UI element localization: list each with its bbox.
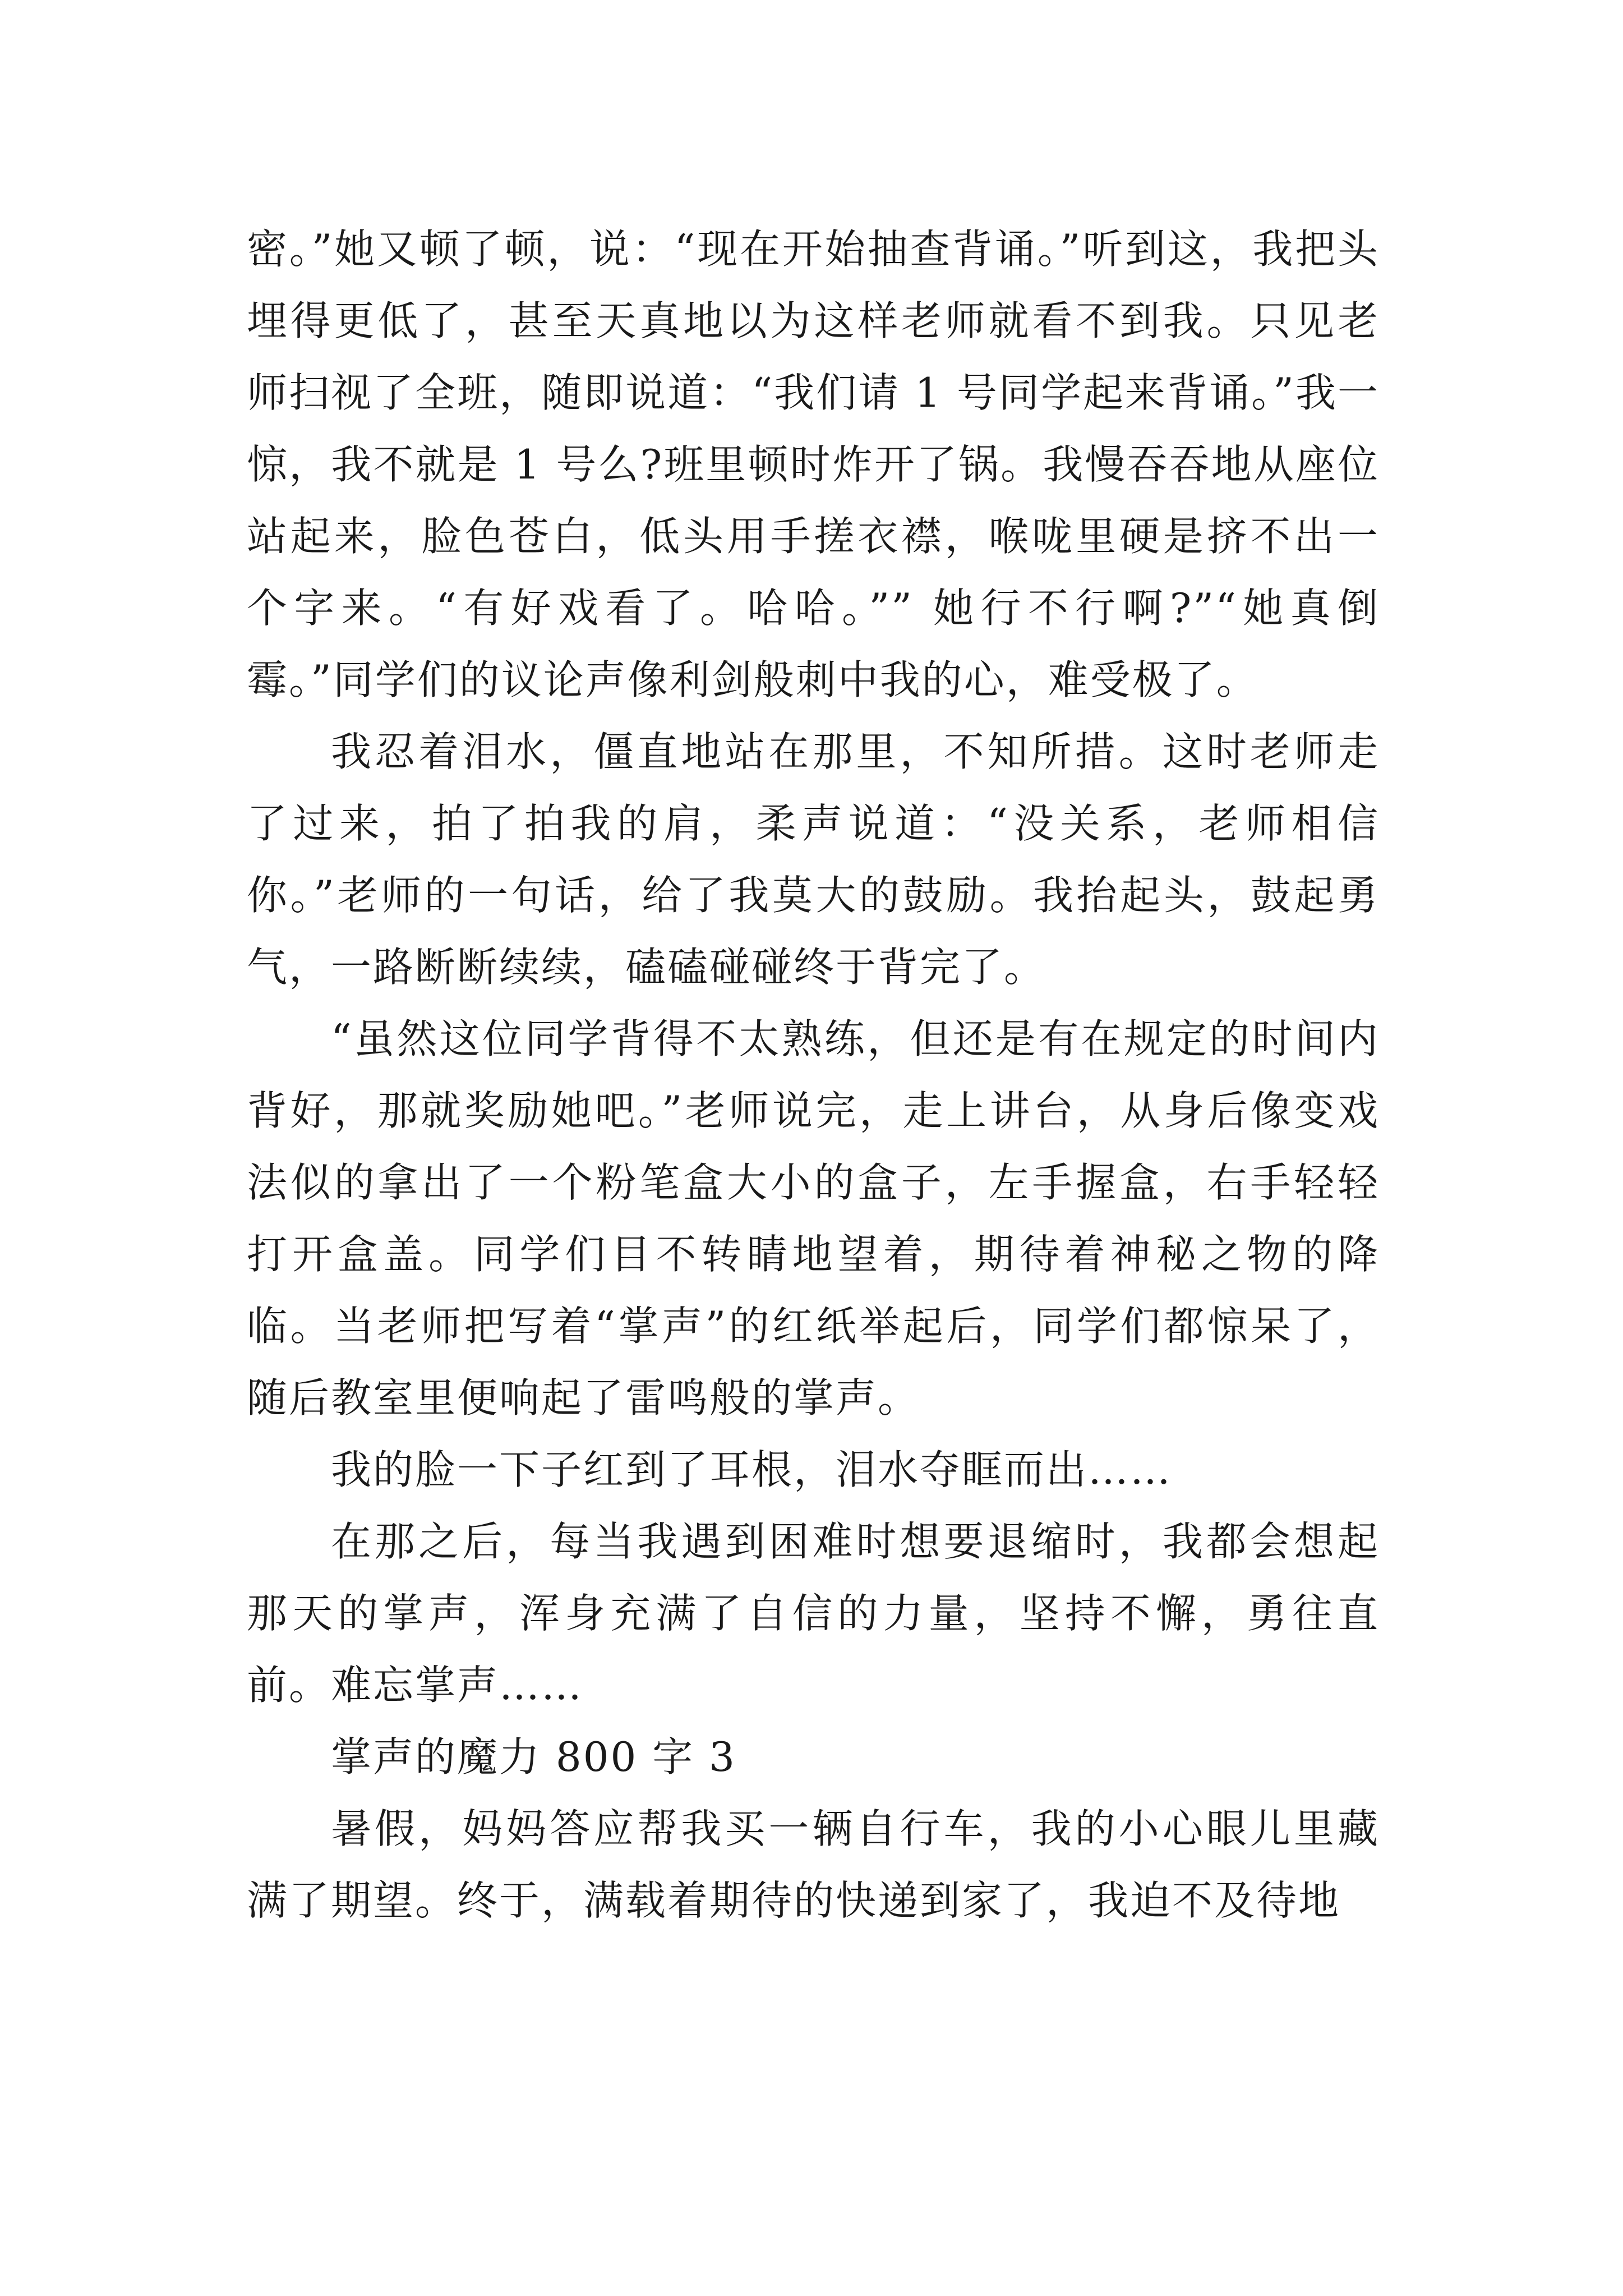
paragraph-continued: 密。”她又顿了顿，说：“现在开始抽查背诵。”听到这，我把头埋得更低了，甚至天真地以为这样老师就看不到我。只见老师扫视了全班，随即说道：“我们请 1 号同学起来背诵。”我一惊，我不就是 1 号么?班里顿时炸开了锅。我慢吞吞地从座位站起来，脸色苍白，低头用手搓衣襟，喉咙里硬是挤不出一个字来。“有好戏看了。哈哈。”” 她行不行啊?”“她真倒霉。”同学们的议论声像利剑般刺中我的心，难受极了。 [247,226,1380,703]
paragraph: “虽然这位同学背得不太熟练，但还是有在规定的时间内背好，那就奖励她吧。”老师说完，走上讲台，从身后像变戏法似的拿出了一个粉笔盒大小的盒子，左手握盒，右手轻轻打开盒盖。同学们目不转睛地望着，期待着神秘之物的降临。当老师把写着“掌声”的红纸举起后，同学们都惊呆了，随后教室里便响起了雷鸣般的掌声。 [247,1015,1380,1421]
section-title: 掌声的魔力 800 字 3 [331,1733,736,1780]
paragraph: 暑假，妈妈答应帮我买一辆自行车，我的小心眼儿里藏满了期望。终于，满载着期待的快递到家了，我迫不及待地 [247,1805,1380,1924]
document-body [247,213,1380,1936]
paragraph: 在那之后，每当我遇到困难时想要退缩时，我都会想起那天的掌声，浑身充满了自信的力量，坚持不懈，勇往直前。难忘掌声…… [247,1518,1380,1709]
paragraph: 我忍着泪水，僵直地站在那里，不知所措。这时老师走了过来，拍了拍我的肩，柔声说道：“没关系，老师相信你。”老师的一句话，给了我莫大的鼓励。我抬起头，鼓起勇气，一路断断续续，磕磕碰碰终于背完了。 [247,728,1380,991]
paragraph: 我的脸一下子红到了耳根，泪水夺眶而出…… [331,1446,1173,1493]
